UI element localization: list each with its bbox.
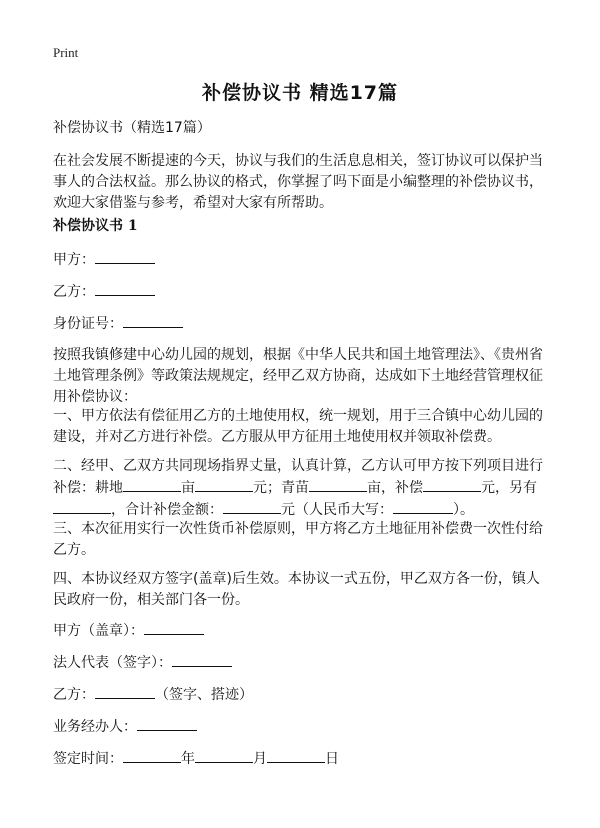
clause-4-paragraph: 四、本协议经双方签字(盖章)后生效。本协议一式五份，甲乙双方各一份，镇人民政府一份，相关部门各一份。 (53, 571, 540, 608)
signature-party-a-blank (144, 620, 204, 635)
month-label: 月 (253, 751, 267, 767)
legal-rep-line (53, 652, 553, 674)
total-amount-blank (223, 499, 281, 514)
id-blank (123, 313, 183, 328)
crops-area-blank (309, 477, 367, 492)
clause-2-text-1: 二、经甲、乙双方共同现场指界丈量，认真计算，乙方认可甲方按下列项目进行补偿：耕地 (53, 458, 543, 496)
party-a-blank (95, 249, 155, 264)
clause-2-text-4: 亩，补偿 (367, 480, 423, 496)
clause-2-text-8: ）。 (453, 502, 474, 518)
section-heading: 补偿协议书 1 (53, 218, 138, 234)
year-label: 年 (181, 751, 195, 767)
sign-date-label: 签定时间： (53, 751, 123, 767)
legal-rep-label: 法人代表（签字）： (53, 655, 172, 671)
intro-paragraph: 在社会发展不断提速的今天，协议与我们的生活息息相关，签订协议可以保护当事人的合法权益。那么协议的格式，你掌握了吗下面是小编整理的补偿协议书，欢迎大家借鉴与参考，希望对大家有所帮助。 (53, 153, 543, 211)
party-b-blank (95, 281, 155, 296)
agent-label: 业务经办人： (53, 719, 137, 735)
id-line (53, 313, 553, 335)
agent-blank (137, 716, 197, 731)
clause-1-paragraph: 一、甲方依法有偿征用乙方的土地使用权，统一规划，用于三合镇中心幼儿园的建设，并对乙方进行补偿。乙方服从甲方征用土地使用权并领取补偿费。 (53, 408, 543, 445)
party-b-line (53, 281, 553, 303)
document-subtitle: 补偿协议书（精选17篇） (53, 120, 211, 136)
signature-party-b-note: （签字、搭迹） (155, 687, 253, 703)
month-blank (195, 748, 253, 763)
clause-2-text-6: ，合计补偿金额： (111, 502, 223, 518)
signature-party-b-label: 乙方： (53, 687, 95, 703)
document-title: 补偿协议书 精选17篇 (201, 82, 399, 104)
clause-2-text-7: 元（人民币大写： (281, 502, 393, 518)
id-label: 身份证号： (53, 316, 123, 332)
signature-party-b-blank (95, 684, 155, 699)
clause-2-text-2: 亩 (181, 480, 195, 496)
farmland-area-blank (123, 477, 181, 492)
signature-party-a-line (53, 620, 553, 642)
clause-3-paragraph: 三、本次征用实行一次性货币补偿原则，甲方将乙方土地征用补偿费一次性付给乙方。 (53, 521, 543, 558)
print-link[interactable]: Print (53, 45, 79, 60)
day-blank (267, 748, 325, 763)
amount-in-words-blank (393, 499, 453, 514)
clause-2-paragraph (53, 456, 553, 521)
signature-party-a-label: 甲方（盖章）： (53, 623, 144, 639)
clause-2-text-3: 元；青苗 (253, 480, 309, 496)
year-blank (123, 748, 181, 763)
agent-line (53, 716, 553, 738)
party-b-label: 乙方： (53, 284, 95, 300)
day-label: 日 (325, 751, 339, 767)
party-a-line (53, 249, 553, 271)
crops-amount-blank (423, 477, 481, 492)
clause-2-text-5: 元，另有 (481, 480, 537, 496)
clause-intro-paragraph: 按照我镇修建中心幼儿园的规划，根据《中华人民共和国土地管理法》、《贵州省土地管理条例》等政策法规规定，经甲乙双方协商，达成如下土地经营管理权征用补偿协议： (53, 347, 543, 405)
legal-rep-blank (172, 652, 232, 667)
signature-party-b-line (53, 684, 553, 706)
other-item-blank (53, 499, 111, 514)
sign-date-line (53, 748, 553, 770)
party-a-label: 甲方： (53, 252, 95, 268)
farmland-amount-blank (195, 477, 253, 492)
